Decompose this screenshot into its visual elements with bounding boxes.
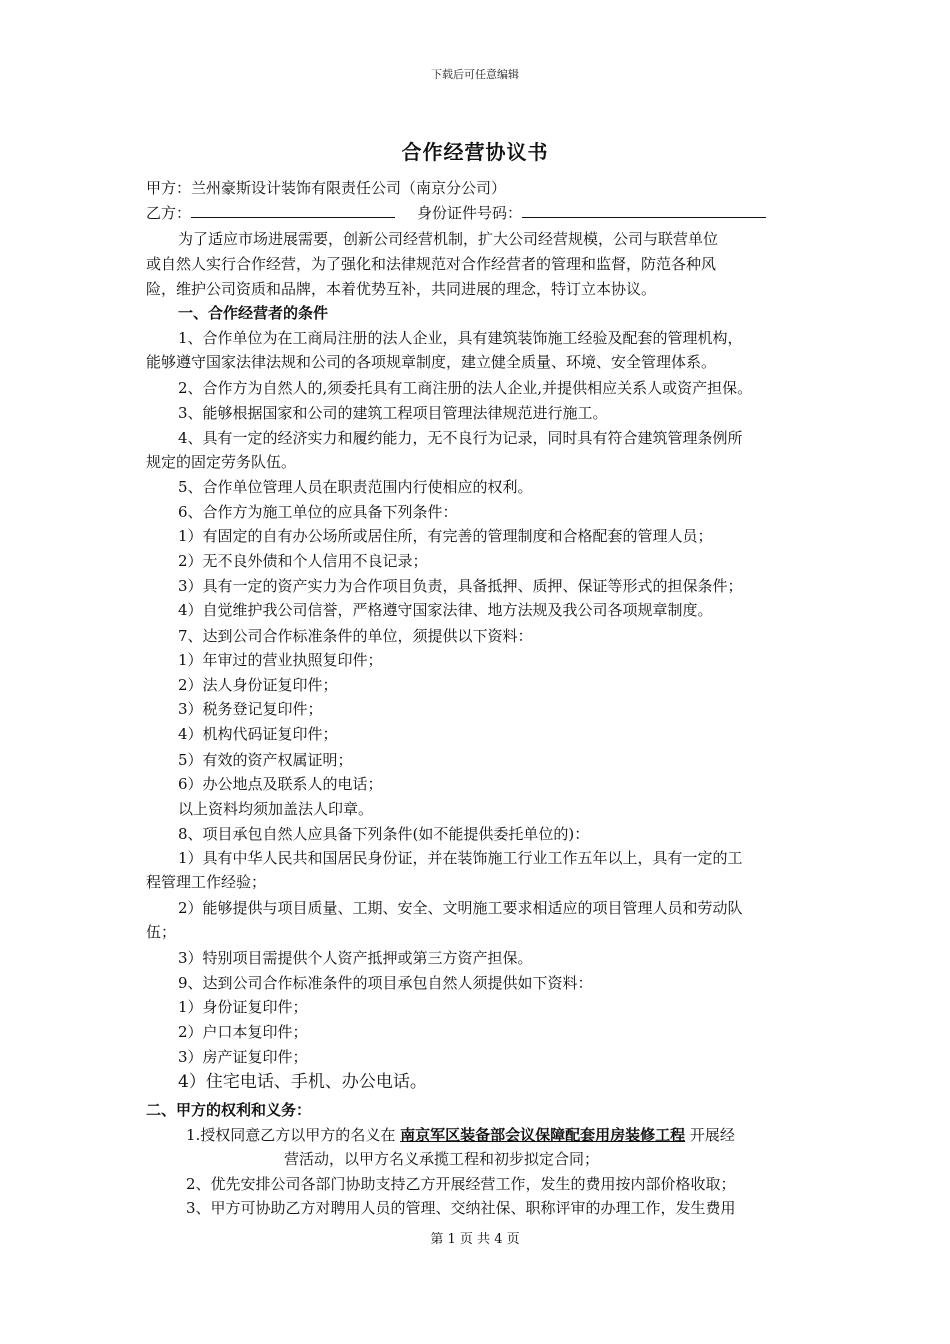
- section-1-line: 2）户口本复印件；: [178, 1023, 308, 1041]
- section-1-line: 8、项目承包自然人应具备下列条件(如不能提供委托单位的)：: [178, 825, 590, 843]
- project-name: 南京军区装备部会议保障配套用房装修工程: [400, 1126, 686, 1144]
- section-1-line: 伍；: [146, 923, 177, 941]
- section-1-line: 7、达到公司合作标准条件的单位，须提供以下资料：: [178, 627, 533, 645]
- section-1-line: 3）税务登记复印件；: [178, 700, 323, 718]
- item-1-suffix: 开展经: [689, 1126, 735, 1144]
- id-number-blank: [522, 201, 766, 218]
- intro-line: 为了适应市场进展需要，创新公司经营机制，扩大公司经营规模，公司与联营单位: [178, 230, 719, 248]
- party-b-label: 乙方：: [146, 204, 192, 222]
- party-a-line: 甲方：兰州豪斯设计装饰有限责任公司（南京分公司）: [146, 179, 507, 197]
- section-2-item-2: 2、优先安排公司各部门协助支持乙方开展经营工作，发生的费用按内部价格收取；: [186, 1175, 736, 1193]
- section-1-line: 3）特别项目需提供个人资产抵押或第三方资产担保。: [178, 949, 533, 967]
- party-b-line: [146, 201, 766, 225]
- section-1-line: 规定的固定劳务队伍。: [146, 453, 297, 471]
- section-2-item-1-continued: 营活动，以甲方名义承揽工程和初步拟定合同；: [284, 1150, 600, 1168]
- section-1-line: 能够遵守国家法律法规和公司的各项规章制度，建立健全质量、环境、安全管理体系。: [146, 353, 717, 371]
- section-1-line: 5）有效的资产权属证明；: [178, 751, 353, 769]
- section-1-line: 2、合作方为自然人的,须委托具有工商注册的法人企业,并提供相应关系人或资产担保。: [178, 379, 753, 397]
- section-1-line: 1、合作单位为在工商局注册的法人企业，具有建筑装饰施工经验及配套的管理机构，: [178, 329, 743, 347]
- section-1-line: 2）无不良外债和个人信用不良记录；: [178, 552, 428, 570]
- section-1-line: 3）具有一定的资产实力为合作项目负责，具备抵押、质押、保证等形式的担保条件；: [178, 577, 743, 595]
- section-1-line: 4、具有一定的经济实力和履约能力，无不良行为记录，同时具有符合建筑管理条例所: [178, 429, 743, 447]
- section-1-line: 以上资料均须加盖法人印章。: [178, 800, 374, 818]
- section-1-line: 9、达到公司合作标准条件的项目承包自然人须提供如下资料：: [178, 974, 593, 992]
- section-1-line: 1）身份证复印件；: [178, 998, 308, 1016]
- section-1-line: 4）机构代码证复印件；: [178, 725, 338, 743]
- page-footer: 第 1 页 共 4 页: [430, 1232, 520, 1247]
- party-b-name-blank: [191, 201, 395, 218]
- section-1-line: 1）具有中华人民共和国居民身份证，并在装饰施工行业工作五年以上，具有一定的工: [178, 849, 743, 867]
- intro-line: 险，维护公司资质和品牌，本着优势互补，共同进展的理念，特订立本协议。: [146, 280, 657, 298]
- section-1-line: 2）法人身份证复印件；: [178, 676, 338, 694]
- section-1-line: 5、合作单位管理人员在职责范围内行使相应的权利。: [178, 478, 533, 496]
- page-header-note: 下载后可任意编辑: [431, 68, 519, 81]
- section-1-line: 2）能够提供与项目质量、工期、安全、文明施工要求相适应的项目管理人员和劳动队: [178, 899, 743, 917]
- section-1-line: 4）住宅电话、手机、办公电话。: [178, 1072, 427, 1092]
- section-1-line: 3）房产证复印件；: [178, 1048, 308, 1066]
- intro-line: 或自然人实行合作经营，为了强化和法律规范对合作经营者的管理和监督，防范各种风: [146, 255, 717, 273]
- section-1-line: 6、合作方为施工单位的应具备下列条件：: [178, 503, 458, 521]
- section-2-heading: 二、甲方的权利和义务：: [146, 1101, 312, 1119]
- section-1-line: 1）年审过的营业执照复印件；: [178, 651, 383, 669]
- id-number-label: 身份证件号码：: [417, 204, 523, 222]
- section-2-item-3: 3、甲方可协助乙方对聘用人员的管理、交纳社保、职称评审的办理工作，发生费用: [186, 1199, 736, 1217]
- section-1-line: 3、能够根据国家和公司的建筑工程项目管理法律规范进行施工。: [178, 404, 608, 422]
- section-1-line: 4）自觉维护我公司信誉，严格遵守国家法律、地方法规及我公司各项规章制度。: [178, 601, 713, 619]
- section-1-line: 1）有固定的自有办公场所或居住所，有完善的管理制度和合格配套的管理人员；: [178, 527, 713, 545]
- item-1-prefix: 1.授权同意乙方以甲方的名义在: [186, 1126, 396, 1144]
- section-1-heading: 一、合作经营者的条件: [178, 304, 329, 322]
- section-1-line: 程管理工作经验；: [146, 873, 267, 891]
- document-title: 合作经营协议书: [401, 140, 549, 164]
- section-1-line: 6）办公地点及联系人的电话；: [178, 775, 383, 793]
- section-2-item-1: [186, 1123, 735, 1147]
